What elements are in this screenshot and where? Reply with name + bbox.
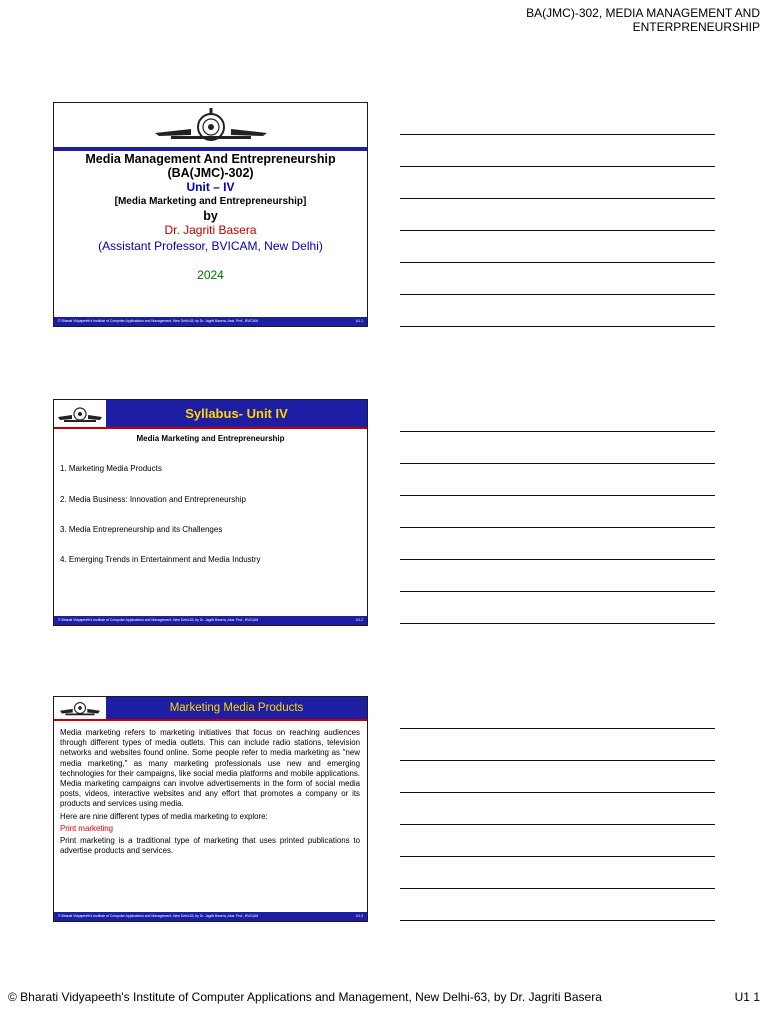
by-label: by: [203, 209, 218, 223]
slide-3: [53, 696, 368, 922]
mini-logo: [54, 400, 106, 427]
footer-copyright: © Bharati Vidyapeeth's Institute of Computer Applications and Management, New Delhi-63, by Dr. Jagriti Basera: [8, 990, 602, 1004]
slide-footer-text: © Bharati Vidyapeeth's Institute of Computer Applications and Management, New Delhi-63, by Dr. Jagriti Basera, Asst. Prof., BVICAM: [58, 618, 259, 622]
note-line: [400, 495, 715, 496]
slide-number: U1.2: [355, 618, 363, 622]
section-heading: Print marketing: [60, 823, 114, 833]
note-line: [400, 856, 715, 857]
note-line: [400, 824, 715, 825]
slide-number: U1.1: [355, 319, 363, 323]
body-paragraph: Media marketing refers to marketing initiatives that focus on reaching audiences through different types of media outlets. This can include radio stations, television networks and websites found online. Some people refer to media marketing as "new media marketing," as many marketing professionals use new and emerging technologies for their campaigns, like social media platforms and mobile applications. Media marketing campaigns can involve advertisements in the form of social media posts, videos, interactive websites and any effort that promotes a company or its products and services using media.: [60, 728, 360, 809]
slide-body: [60, 728, 360, 858]
body-paragraph: Print marketing is a traditional type of marketing that uses printed publications to advertise products and services.: [60, 836, 360, 856]
header-line-2: ENTERPRENEURSHIP: [632, 20, 760, 34]
note-line: [400, 431, 715, 432]
author-name: Dr. Jagriti Basera: [164, 223, 257, 237]
unit-label: Unit – IV: [186, 180, 235, 194]
title-divider: [54, 147, 367, 151]
slide-footer: [54, 912, 367, 921]
slide-title: Marketing Media Products: [169, 702, 304, 714]
note-line: [400, 559, 715, 560]
slide-footer-text: © Bharati Vidyapeeth's Institute of Computer Applications and Management, New Delhi-63, by Dr. Jagriti Basera, Asst. Prof., BVICAM: [58, 914, 259, 918]
slide-1: [53, 102, 368, 327]
bharati-vidyapeeth-logo: [56, 698, 104, 718]
slide-number: U1.3: [355, 914, 363, 918]
note-line: [400, 527, 715, 528]
notes-lines-1: [400, 102, 715, 327]
syllabus-item: 1. Marketing Media Products: [60, 464, 162, 473]
header-accent-line: [54, 719, 367, 721]
note-line: [400, 920, 715, 921]
note-line: [400, 262, 715, 263]
note-line: [400, 230, 715, 231]
note-line: [400, 888, 715, 889]
note-line: [400, 591, 715, 592]
slide-footer: [54, 317, 367, 326]
note-line: [400, 198, 715, 199]
note-line: [400, 728, 715, 729]
slide-title: Syllabus- Unit IV: [185, 406, 288, 421]
slide-2: [53, 399, 368, 626]
course-title: Media Management And Entrepreneurship: [85, 152, 336, 166]
year: 2024: [197, 268, 224, 282]
bharati-vidyapeeth-logo: [56, 403, 104, 425]
page-number: U1 1: [734, 990, 760, 1004]
syllabus-item: 3. Media Entrepreneurship and its Challenges: [60, 525, 223, 534]
slide-footer: [54, 616, 367, 625]
note-line: [400, 623, 715, 624]
note-line: [400, 166, 715, 167]
author-affiliation: (Assistant Professor, BVICAM, New Delhi): [98, 239, 323, 253]
body-paragraph: Here are nine different types of media marketing to explore:: [60, 811, 268, 821]
mini-logo: [54, 697, 106, 719]
syllabus-item: 2. Media Business: Innovation and Entrepreneurship: [60, 495, 246, 504]
header-accent-line: [54, 427, 367, 429]
notes-lines-2: [400, 399, 715, 626]
title-content: [54, 152, 367, 282]
logo-band: [54, 103, 367, 147]
header-line-1: BA(JMC)-302, MEDIA MANAGEMENT AND: [526, 6, 760, 20]
slide-header-band: [54, 697, 367, 719]
page-footer: [8, 990, 760, 1004]
note-line: [400, 463, 715, 464]
unit-subtitle: [Media Marketing and Entrepreneurship]: [114, 196, 307, 207]
slide-footer-text: © Bharati Vidyapeeth's Institute of Computer Applications and Management, New Delhi-63, by Dr. Jagriti Basera, Asst. Prof., BVICAM: [58, 319, 259, 323]
notes-lines-3: [400, 696, 715, 922]
course-code: (BA(JMC)-302): [167, 166, 254, 180]
page-header: [400, 6, 760, 34]
note-line: [400, 760, 715, 761]
syllabus-item: 4. Emerging Trends in Entertainment and Media Industry: [60, 555, 261, 564]
note-line: [400, 326, 715, 327]
slide-header-band: [54, 400, 367, 427]
bharati-vidyapeeth-logo: [151, 105, 271, 145]
note-line: [400, 294, 715, 295]
note-line: [400, 134, 715, 135]
syllabus-subtitle: Media Marketing and Entrepreneurship: [136, 434, 285, 443]
note-line: [400, 792, 715, 793]
